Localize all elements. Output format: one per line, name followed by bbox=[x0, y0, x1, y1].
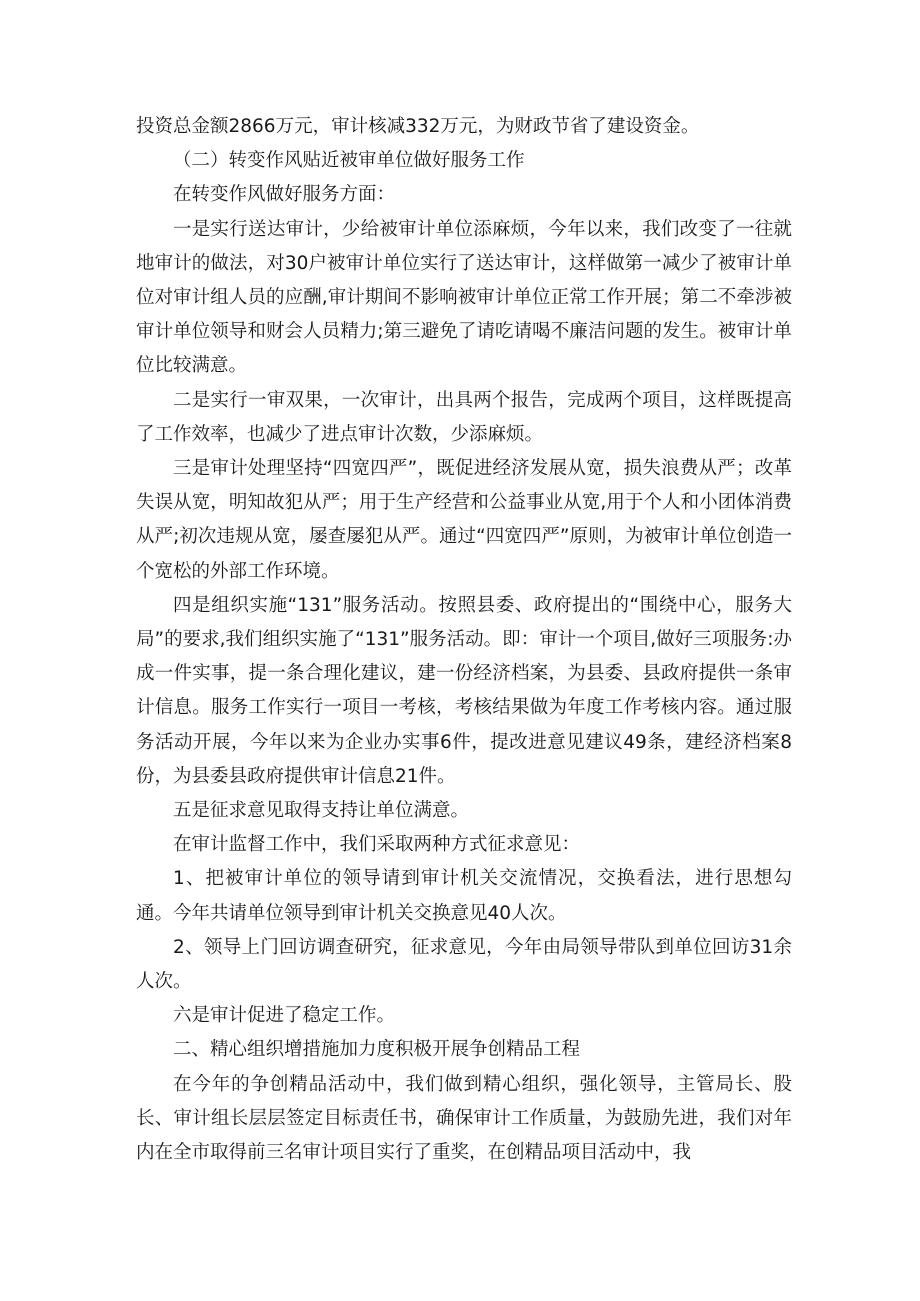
paragraph-continuation: 投资总金额2866万元，审计核减332万元，为财政节省了建设资金。 bbox=[136, 116, 700, 137]
paragraph-item-3: 三是审计处理坚持“四宽四严”，既促进经济发展从宽，损失浪费从严；改革失误从宽，明知故犯从严；用于生产经营和公益事业从宽,用于个人和小团体消费从严;初次违规从宽，屡查屡犯从严。通过“四宽四严”原则，为被审计单位创造一个宽松的外部工作环境。 bbox=[136, 458, 792, 582]
paragraph-item-2: 二是实行一审双果，一次审计，出具两个报告，完成两个项目，这样既提高了工作效率，也减少了进点审计次数，少添麻烦。 bbox=[136, 389, 792, 445]
paragraph-feedback-2: 2、领导上门回访调查研究，征求意见，今年由局领导带队到单位回访31余人次。 bbox=[136, 936, 792, 993]
paragraph-intro: 在转变作风做好服务方面： bbox=[173, 184, 396, 206]
section-heading-quality-project: 二、精心组织增措施加力度积极开展争创精品工程 bbox=[173, 1039, 581, 1061]
paragraph-item-5: 五是征求意见取得支持让单位满意。 bbox=[173, 800, 470, 822]
paragraph-feedback-intro: 在审计监督工作中，我们采取两种方式征求意见： bbox=[173, 834, 581, 856]
document-body bbox=[136, 110, 792, 1170]
paragraph-item-6: 六是审计促进了稳定工作。 bbox=[173, 1005, 396, 1027]
paragraph-quality-project: 在今年的争创精品活动中，我们做到精心组织，强化领导，主管局长、股长、审计组长层层签定目标责任书，确保审计工作质量，为鼓励先进，我们对年内在全市取得前三名审计项目实行了重奖，在创精品项目活动中，我 bbox=[136, 1073, 792, 1164]
paragraph-item-4: 四是组织实施“131”服务活动。按照县委、政府提出的“围绕中心，服务大局”的要求,我们组织实施了“131”服务活动。即：审计一个项目,做好三项服务:办成一件实事，提一条合理化建议，建一份经济档案，为县委、县政府提供一条审计信息。服务工作实行一项目一考核，考核结果做为年度工作考核内容。通过服务活动开展，今年以来为企业办实事6件，提改进意见建议49条，建经济档案8份，为县委县政府提供审计信息21件。 bbox=[136, 594, 792, 787]
paragraph-item-1: 一是实行送达审计，少给被审计单位添麻烦，今年以来，我们改变了一往就地审计的做法，对30户被审计单位实行了送达审计，这样做第一减少了被审计单位对审计组人员的应酬,审计期间不影响被审计单位正常工作开展；第二不牵涉被审计单位领导和财会人员精力;第三避免了请吃请喝不廉洁问题的发生。被审计单位比较满意。 bbox=[136, 218, 792, 377]
paragraph-feedback-1: 1、把被审计单位的领导请到审计机关交流情况，交换看法，进行思想勾通。今年共请单位领导到审计机关交换意见40人次。 bbox=[136, 868, 792, 924]
subheading-service-work: （二）转变作风贴近被审单位做好服务工作 bbox=[173, 150, 525, 172]
